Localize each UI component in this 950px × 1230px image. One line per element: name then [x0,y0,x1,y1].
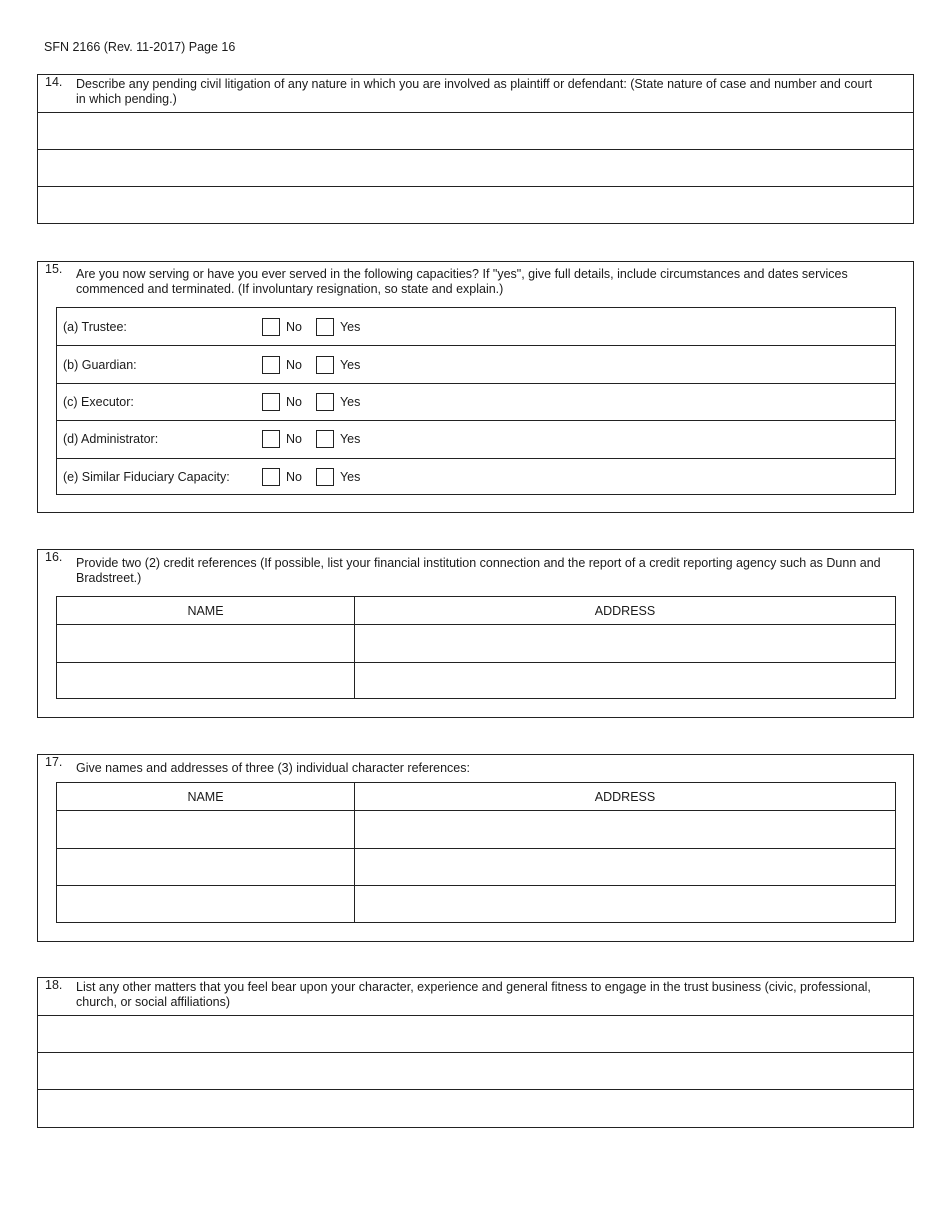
section-16 [37,549,914,718]
table-row [57,848,895,886]
credit-ref-1-address-field[interactable] [355,625,895,662]
capacity-row-guardian [57,345,895,382]
form-header: SFN 2166 (Rev. 11-2017) Page 16 [44,40,236,54]
capacity-row-trustee [57,308,895,345]
no-label: No [286,432,302,447]
similar-fiduciary-no-checkbox[interactable] [262,468,280,486]
no-label: No [286,319,302,334]
section-18 [37,977,914,1128]
yes-label: Yes [339,432,361,447]
capacity-row-similar-fiduciary [57,458,895,495]
question-14-text: Describe any pending civil litigation of any nature in which you are involved as plaintiff or defendant: (State nature of case and number and court in which pending.) [76,77,873,106]
yes-label: Yes [339,319,361,334]
question-17 [38,755,913,776]
capacity-label: (b) Guardian: [63,357,137,372]
question-17-text: Give names and addresses of three (3) individual character references: [76,761,470,775]
no-label: No [286,469,302,484]
character-references-table [56,782,896,923]
question-16 [38,550,913,585]
executor-no-checkbox[interactable] [262,393,280,411]
capacity-label: (e) Similar Fiduciary Capacity: [63,469,230,484]
guardian-no-checkbox[interactable] [262,356,280,374]
question-14 [38,75,913,112]
character-ref-3-address-field[interactable] [355,886,895,923]
executor-yes-checkbox[interactable] [316,393,334,411]
credit-ref-2-name-field[interactable] [57,663,355,700]
administrator-yes-checkbox[interactable] [316,430,334,448]
guardian-yes-checkbox[interactable] [316,356,334,374]
table-row [57,885,895,923]
address-column-header: ADDRESS [594,789,656,804]
character-ref-1-address-field[interactable] [355,811,895,848]
answer-14-line-3[interactable] [38,186,913,223]
yes-label: Yes [339,469,361,484]
table-header-row [57,597,895,624]
yes-label: Yes [339,394,361,409]
table-row [57,624,895,662]
credit-ref-2-address-field[interactable] [355,663,895,700]
question-18 [38,978,913,1015]
section-14 [37,74,914,224]
trustee-yes-checkbox[interactable] [316,318,334,336]
trustee-no-checkbox[interactable] [262,318,280,336]
yes-label: Yes [339,357,361,372]
question-16-number: 16. [45,550,63,564]
question-16-text: Provide two (2) credit references (If possible, list your financial institution connection and the report of a credit reporting agency such as Dunn and Bradstreet.) [76,556,881,585]
name-column-header: NAME [57,597,355,624]
section-15 [37,261,914,513]
capacity-row-executor [57,383,895,420]
answer-14-line-1[interactable] [38,112,913,149]
character-ref-3-name-field[interactable] [57,886,355,923]
table-row [57,662,895,700]
capacity-row-administrator [57,420,895,457]
capacity-label: (a) Trustee: [63,319,127,334]
character-ref-1-name-field[interactable] [57,811,355,848]
answer-14-line-2[interactable] [38,149,913,186]
address-column-header: ADDRESS [594,603,656,618]
question-15-text: Are you now serving or have you ever served in the following capacities? If "yes", give full details, include circumstances and dates services commenced and terminated. (If involuntary resignation, so state and explain.) [76,267,848,296]
answer-18-line-3[interactable] [38,1089,913,1126]
name-column-header: NAME [57,783,355,810]
capacities-table [56,307,896,495]
character-ref-2-address-field[interactable] [355,849,895,886]
question-18-text: List any other matters that you feel bear upon your character, experience and general fitness to engage in the trust business (civic, professional, church, or social affiliations) [76,980,871,1009]
credit-references-table [56,596,896,699]
no-label: No [286,357,302,372]
question-18-number: 18. [45,978,63,992]
administrator-no-checkbox[interactable] [262,430,280,448]
credit-ref-1-name-field[interactable] [57,625,355,662]
question-15-number: 15. [45,262,63,276]
answer-18-line-2[interactable] [38,1052,913,1089]
question-15 [38,262,913,296]
capacity-label: (c) Executor: [63,394,134,409]
table-header-row [57,783,895,810]
section-17 [37,754,914,942]
answer-18-line-1[interactable] [38,1015,913,1052]
similar-fiduciary-yes-checkbox[interactable] [316,468,334,486]
question-17-number: 17. [45,755,63,769]
question-14-number: 14. [45,75,63,89]
no-label: No [286,394,302,409]
capacity-label: (d) Administrator: [63,432,159,447]
character-ref-2-name-field[interactable] [57,849,355,886]
table-row [57,810,895,848]
